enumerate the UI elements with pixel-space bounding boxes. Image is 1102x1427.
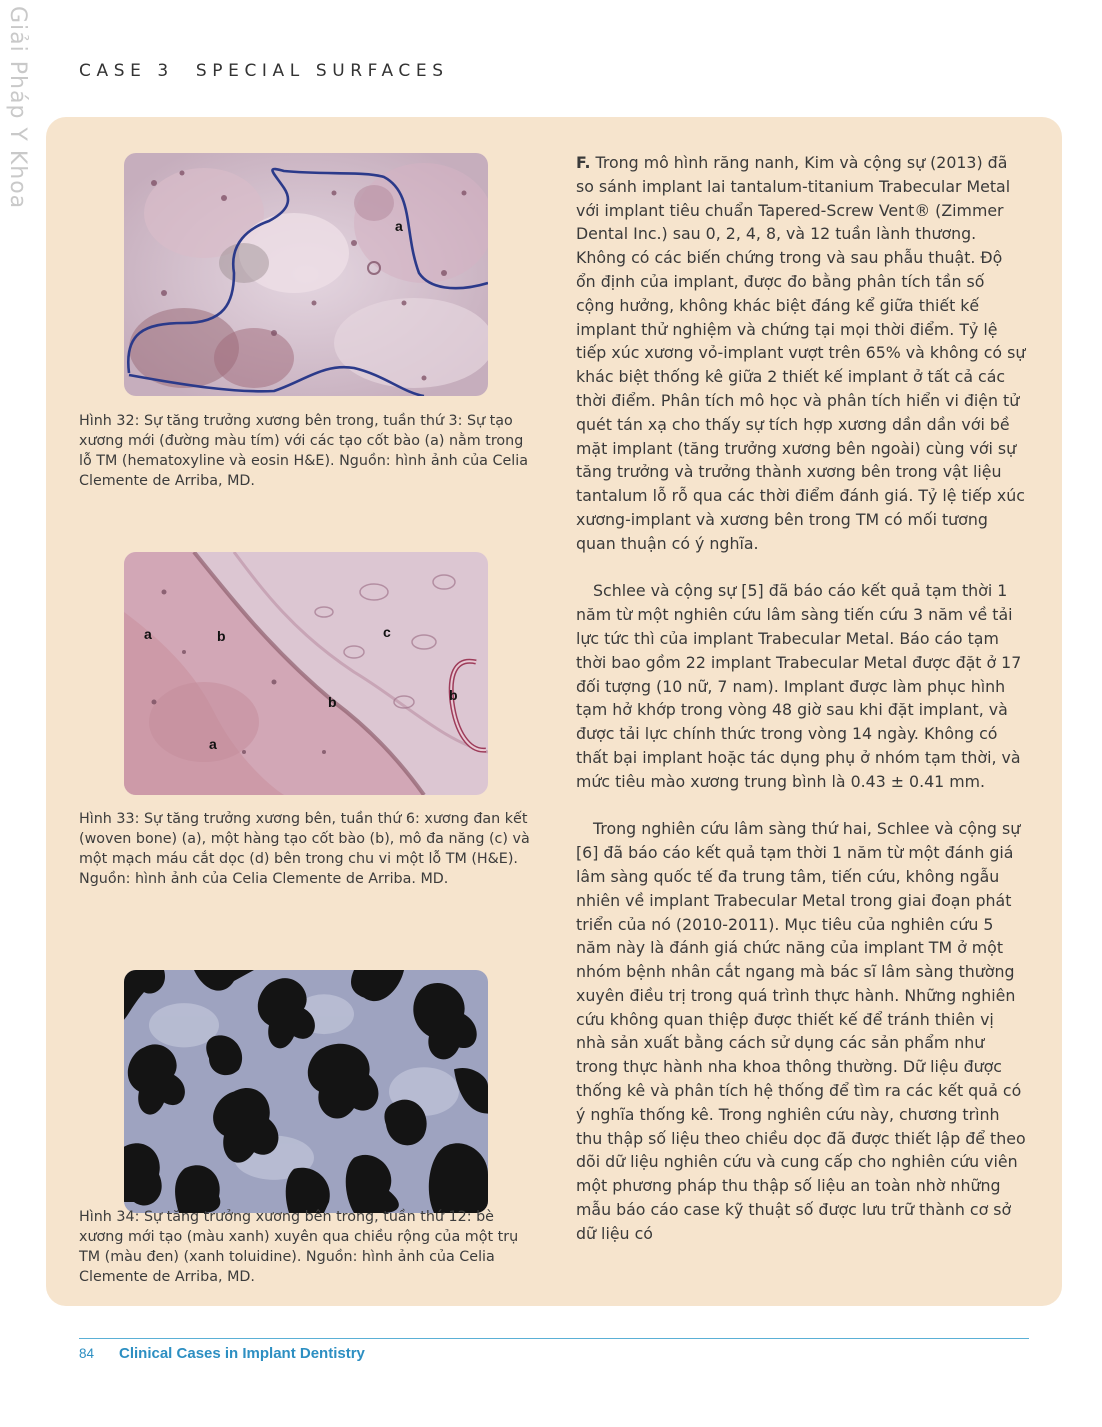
watermark: Giải Pháp Y Khoa [5,6,30,210]
figure-33-label-b-left: b [217,628,226,644]
figure-33-label-b-right: b [449,687,458,703]
running-header [79,61,449,81]
figure-33-micrograph [124,552,488,795]
figure-32-image [124,153,488,396]
figure-32-caption: Hình 32: Sự tăng trưởng xương bên trong, tuần thứ 3: Sự tạo xương mới (đường màu tím) với các tạo cốt bào (a) nằm trong lỗ TM (hematoxyline và eosin H&E). Nguồn: hình ảnh của Celia Clemente de Arriba, MD. [79,413,528,489]
paragraph-schlee-2: Trong nghiên cứu lâm sàng thứ hai, Schlee và cộng sự [6] đã báo cáo kết quả tạm thời 1 năm từ một đánh giá lâm sàng quốc tế đa trung tâm, tiến cứu, không ngẫu nhiên về implant Trabecular Metal trong giai đoạn phát triển của nó (2010-2011). Mục tiêu của nghiên cứu 5 năm này là đánh giá chức năng của implant TM ở một nhóm bệnh nhân cắt ngang mà bác sĩ lâm sàng thường xuyên điều trị trong quá trình thực hành. Những nghiên cứu không quan thiệp được thiết kế để tránh thiên vị nhà sản xuất bằng cách sử dụng các sản phẩm như trong thực hành nha khoa thông thường. Dữ liệu được thống kê và phân tích hệ thống để tìm ra các kết quả có ý nghĩa thống kê. Trong nghiên cứu này, chương trình thu thập số liệu theo chiều dọc đã được thiết lập để theo dõi dữ liệu nghiên cứu và cung cấp cho nghiên cứu viên một phương pháp thu thập số liệu an toàn nhờ những mẫu báo cáo case kỹ thuật số được lưu trữ thành cơ sở dữ liệu có [576,819,1026,1243]
paragraph-schlee-1: Schlee và cộng sự [5] đã báo cáo kết quả tạm thời 1 năm từ một nghiên cứu lâm sàng tiến cứu 3 năm về tải lực tức thì của implant Trabecular Metal. Báo cáo tạm thời bao gồm 22 implant Trabecular Metal được đặt ở 17 đối tượng (10 nữ, 7 nam). Implant được làm phục hình tạm hở khớp trong vòng 48 giờ sau khi đặt implant, và được tải lực chính thức trong vòng 14 ngày. Không có thất bại implant hoặc tác dụng phụ ở nhóm tạm thời, và mức tiêu mào xương trung bình là 0.43 ± 0.41 mm. [576,581,1022,791]
book-title: Clinical Cases in Implant Dentistry [119,1345,365,1362]
figure-34-image [124,970,488,1213]
paragraph-f [576,151,1026,556]
case-label: CASE 3 [79,61,174,81]
figure-34-micrograph [124,970,488,1213]
figure-33-image [124,552,488,795]
figure-32-label-a: a [395,218,403,234]
figure-33-label-a-bottom: a [209,736,217,752]
figure-32-micrograph [124,153,488,396]
body-text-column [576,151,1026,1246]
footer-rule [79,1338,1029,1339]
paragraph-f-lead: F. [576,153,591,172]
section-label: SPECIAL SURFACES [195,61,449,81]
figure-33-label-b-middle: b [328,694,337,710]
figure-33-caption: Hình 33: Sự tăng trưởng xương bên, tuần thứ 6: xương đan kết (woven bone) (a), một hàng tạo cốt bào (b), mô đa năng (c) và một mạch máu cắt dọc (d) bên trong chu vi một lỗ TM (H&E). Nguồn: hình ảnh của Celia Clemente de Arriba. MD. [79,811,530,887]
page-number: 84 [79,1346,95,1361]
figure-34-caption: Hình 34: Sự tăng trưởng xương bên trong, tuần thứ 12: bè xương mới tạo (màu xanh) xuyên qua chiều rộng của một trụ TM (màu đen) (xanh toluidine). Nguồn: hình ảnh của Celia Clemente de Arriba, MD. [79,1209,519,1285]
paragraph-f-text: Trong mô hình răng nanh, Kim và cộng sự (2013) đã so sánh implant lai tantalum-titanium Trabecular Metal với implant tiêu chuẩn Tapered-Screw Vent® (Zimmer Dental Inc.) sau 0, 2, 4, 8, và 12 tuần lành thương. Không có các biến chứng trong và sau phẫu thuật. Độ ổn định của implant, được đo bằng phân tích tần số cộng hưởng, không khác biệt đáng kể giữa thiết kế implant thử nghiệm và chứng tại mọi thời điểm. Tỷ lệ tiếp xúc xương vỏ-implant vượt trên 65% và không có sự khác biệt thống kê giữa 2 thiết kế implant ở tất cả các thời điểm. Phân tích mô học và phân tích hiển vi điện tử quét tán xạ cho thấy sự tích hợp xương dần dần với bề mặt implant (tăng trưởng xương bên ngoài) cùng với sự tăng trưởng và trưởng thành xương bên trong vật liệu tantalum lỗ rỗ qua các thời điểm đánh giá. Tỷ lệ tiếp xúc xương-implant và xương bên trong TM có mối tương quan thuận có ý nghĩa. [576,153,1026,553]
figure-33-label-a-top: a [144,626,152,642]
figure-33-label-c: c [383,624,391,640]
